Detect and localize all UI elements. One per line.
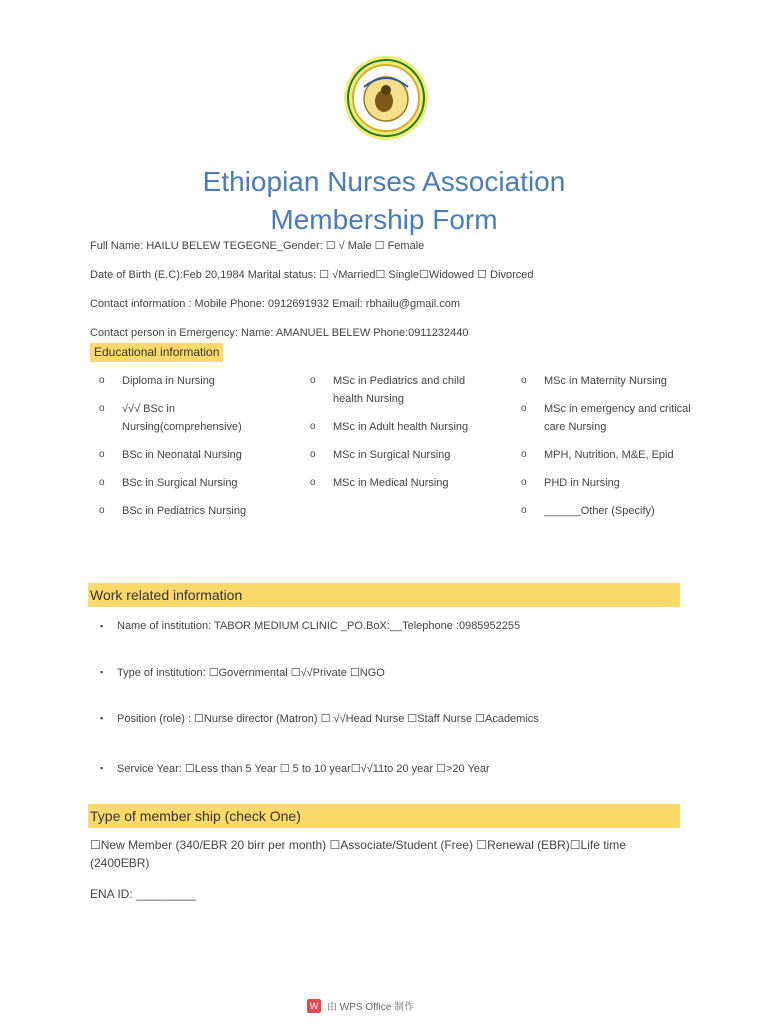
list-item: o BSc in Surgical Nursing bbox=[99, 474, 249, 492]
ena-seal-logo bbox=[342, 55, 430, 141]
membership-options: ☐New Member (340/EBR 20 birr per month) ☐Associate/Student (Free) ☐Renewal (EBR)☐Life time (2400EBR) bbox=[90, 838, 626, 870]
page-title: Ethiopian Nurses Association bbox=[202, 166, 566, 197]
education-column-1 bbox=[99, 372, 249, 530]
contact-info-line: Contact information : Mobile Phone: 0912691932 Email: rbhailu@gmail.com bbox=[90, 298, 461, 310]
list-item: o MSc in emergency and critical care Nursing bbox=[521, 400, 691, 436]
education-heading: Educational information bbox=[90, 343, 223, 362]
membership-heading: Type of member ship (check One) bbox=[88, 804, 680, 828]
emergency-contact-line: Contact person in Emergency: Name: AMANUEL BELEW Phone:0911232440 bbox=[90, 327, 469, 339]
list-item: o Diploma in Nursing bbox=[99, 372, 249, 390]
wps-icon: W bbox=[307, 999, 321, 1013]
page-subtitle: Membership Form bbox=[270, 204, 498, 235]
list-item: o √√√ BSc in Nursing(comprehensive) bbox=[99, 400, 249, 436]
ena-id-field: ENA ID: _________ bbox=[90, 887, 197, 901]
footer-watermark bbox=[307, 998, 414, 1013]
list-item: o MSc in Pediatrics and child health Nursing bbox=[310, 372, 470, 408]
institution-name-item: ▪ Name of institution: TABOR MEDIUM CLINIC _PO.BoX:__Telephone :0985952255 bbox=[117, 620, 520, 632]
list-item: o MSc in Medical Nursing bbox=[310, 474, 470, 492]
institution-type-item: ▪ Type of institution: ☐Governmental ☐√√Private ☐NGO bbox=[117, 666, 385, 679]
education-column-3 bbox=[521, 372, 691, 530]
education-column-2 bbox=[310, 372, 470, 502]
list-item: o MPH, Nutrition, M&E, Epid bbox=[521, 446, 691, 464]
birth-marital-line: Date of Birth (E.C):Feb 20,1984 Marital status: ☐ √Married☐ Single☐Widowed ☐ Divorced bbox=[90, 269, 534, 281]
position-item: ▪ Position (role) : ☐Nurse director (Matron) ☐ √√Head Nurse ☐Staff Nurse ☐Academics bbox=[117, 712, 539, 725]
footer-text: 由 WPS Office 制作 bbox=[327, 1002, 415, 1013]
full-name-gender-line: Full Name: HAILU BELEW TEGEGNE_Gender: ☐ √ Male ☐ Female bbox=[90, 240, 425, 252]
list-item: o PHD in Nursing bbox=[521, 474, 691, 492]
list-item: o MSc in Surgical Nursing bbox=[310, 446, 470, 464]
work-heading: Work related information bbox=[88, 583, 680, 607]
service-year-item: ▪ Service Year: ☐Less than 5 Year ☐ 5 to 10 year☐√√11to 20 year ☐>20 Year bbox=[117, 762, 490, 775]
list-item: o BSc in Neonatal Nursing bbox=[99, 446, 249, 464]
list-item: o MSc in Adult health Nursing bbox=[310, 418, 470, 436]
list-item: o ______Other (Specify) bbox=[521, 502, 691, 520]
list-item: o MSc in Maternity Nursing bbox=[521, 372, 691, 390]
list-item: o BSc in Pediatrics Nursing bbox=[99, 502, 249, 520]
